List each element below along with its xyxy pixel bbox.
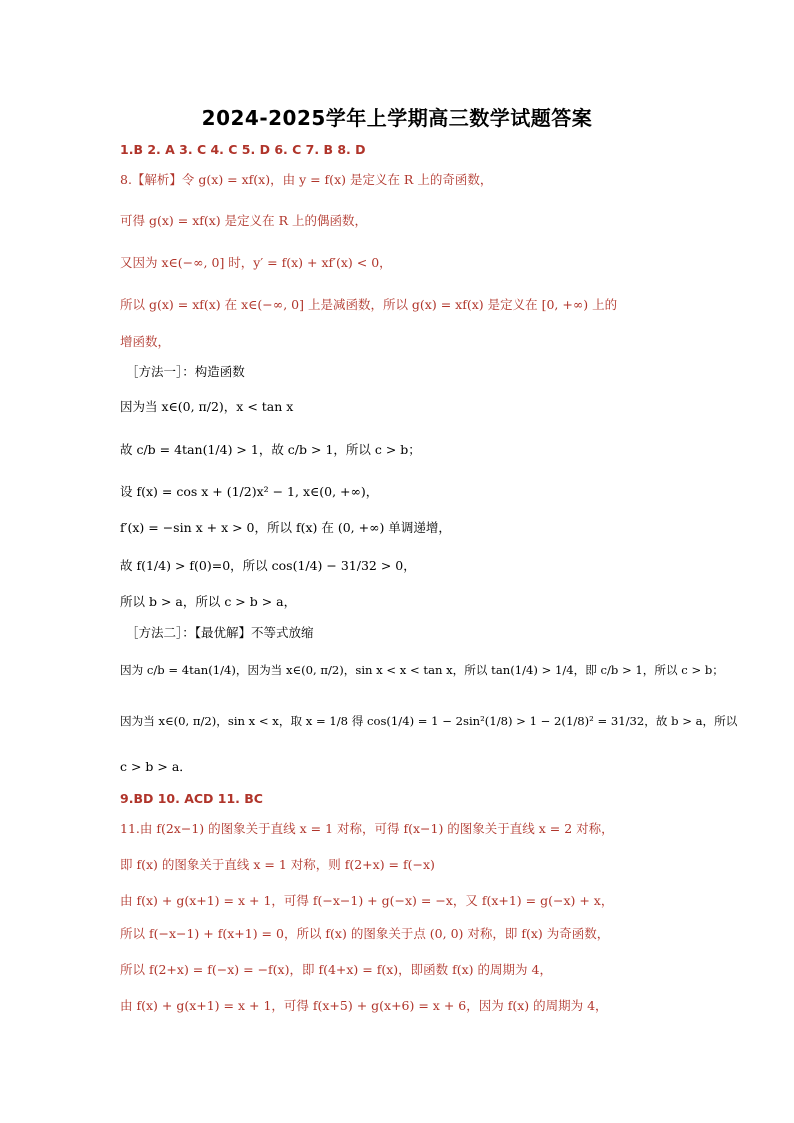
- solution-11-line-4: 所以 f(−x−1) + f(x+1) = 0，所以 f(x) 的图象关于点 (0, 0) 对称，即 f(x) 为奇函数，: [120, 926, 610, 941]
- page-title: 2024-2025学年上学期高三数学试题答案: [201, 106, 593, 130]
- solution-11-line-2: 即 f(x) 的图象关于直线 x = 1 对称，则 f(2+x) = f(−x): [120, 857, 435, 872]
- solution-11-line-5: 所以 f(2+x) = f(−x) = −f(x)，即 f(4+x) = f(x)，即函数 f(x) 的周期为 4，: [120, 962, 552, 977]
- solution-8-line-3: 又因为 x∈(−∞, 0] 时，y′ = f(x) + xf′(x) < 0，: [120, 255, 392, 270]
- solution-8-line-5: 增函数，: [120, 334, 171, 349]
- method-2-line-2: 因为当 x∈(0, π/2)，sin x < x，取 x = 1/8 得 cos(1/4) = 1 − 2sin²(1/8) > 1 − 2(1/8)² = 31/32，故 b > a，所以: [120, 714, 738, 728]
- method-1-line-3: 设 f(x) = cos x + (1/2)x² − 1, x∈(0, +∞)，: [120, 484, 379, 499]
- solution-8-line-1: 8.【解析】令 g(x) = xf(x)，由 y = f(x) 是定义在 R 上的奇函数，: [120, 172, 493, 187]
- solution-11-line-6: 由 f(x) + g(x+1) = x + 1，可得 f(x+5) + g(x+6) = x + 6，因为 f(x) 的周期为 4，: [120, 998, 608, 1013]
- method-2-line-1: 因为 c/b = 4tan(1/4)，因为当 x∈(0, π/2)，sin x < x < tan x，所以 tan(1/4) > 1/4，即 c/b > 1，所以 c > b；: [120, 663, 724, 677]
- method-2-heading: ［方法二］：【最优解】不等式放缩: [126, 625, 314, 640]
- method-1-line-5: 故 f(1/4) > f(0)=0，所以 cos(1/4) − 31/32 > 0，: [120, 558, 416, 573]
- method-1-heading: ［方法一］：构造函数: [126, 364, 245, 379]
- solution-11-line-1: 11.由 f(2x−1) 的图象关于直线 x = 1 对称，可得 f(x−1) 的图象关于直线 x = 2 对称，: [120, 821, 614, 836]
- method-2-line-3: c > b > a．: [120, 759, 192, 774]
- solution-8-line-4: 所以 g(x) = xf(x) 在 x∈(−∞, 0] 上是减函数，所以 g(x) = xf(x) 是定义在 [0, +∞) 上的: [120, 297, 618, 312]
- answers-9-11: 9.BD 10. ACD 11. BC: [120, 791, 263, 806]
- method-1-line-1: 因为当 x∈(0, π/2)，x < tan x: [120, 399, 294, 414]
- solution-8-line-2: 可得 g(x) = xf(x) 是定义在 R 上的偶函数，: [120, 213, 368, 228]
- method-1-line-2: 故 c/b = 4tan(1/4) > 1，故 c/b > 1，所以 c > b；: [120, 442, 421, 457]
- solution-11-line-3: 由 f(x) + g(x+1) = x + 1，可得 f(−x−1) + g(−x) = −x，又 f(x+1) = g(−x) + x，: [120, 893, 614, 908]
- answers-1-8: 1.B 2. A 3. C 4. C 5. D 6. C 7. B 8. D: [120, 142, 366, 157]
- method-1-line-6: 所以 b > a，所以 c > b > a，: [120, 594, 297, 609]
- method-1-line-4: f′(x) = −sin x + x > 0，所以 f(x) 在 (0, +∞) 单调递增，: [120, 520, 451, 535]
